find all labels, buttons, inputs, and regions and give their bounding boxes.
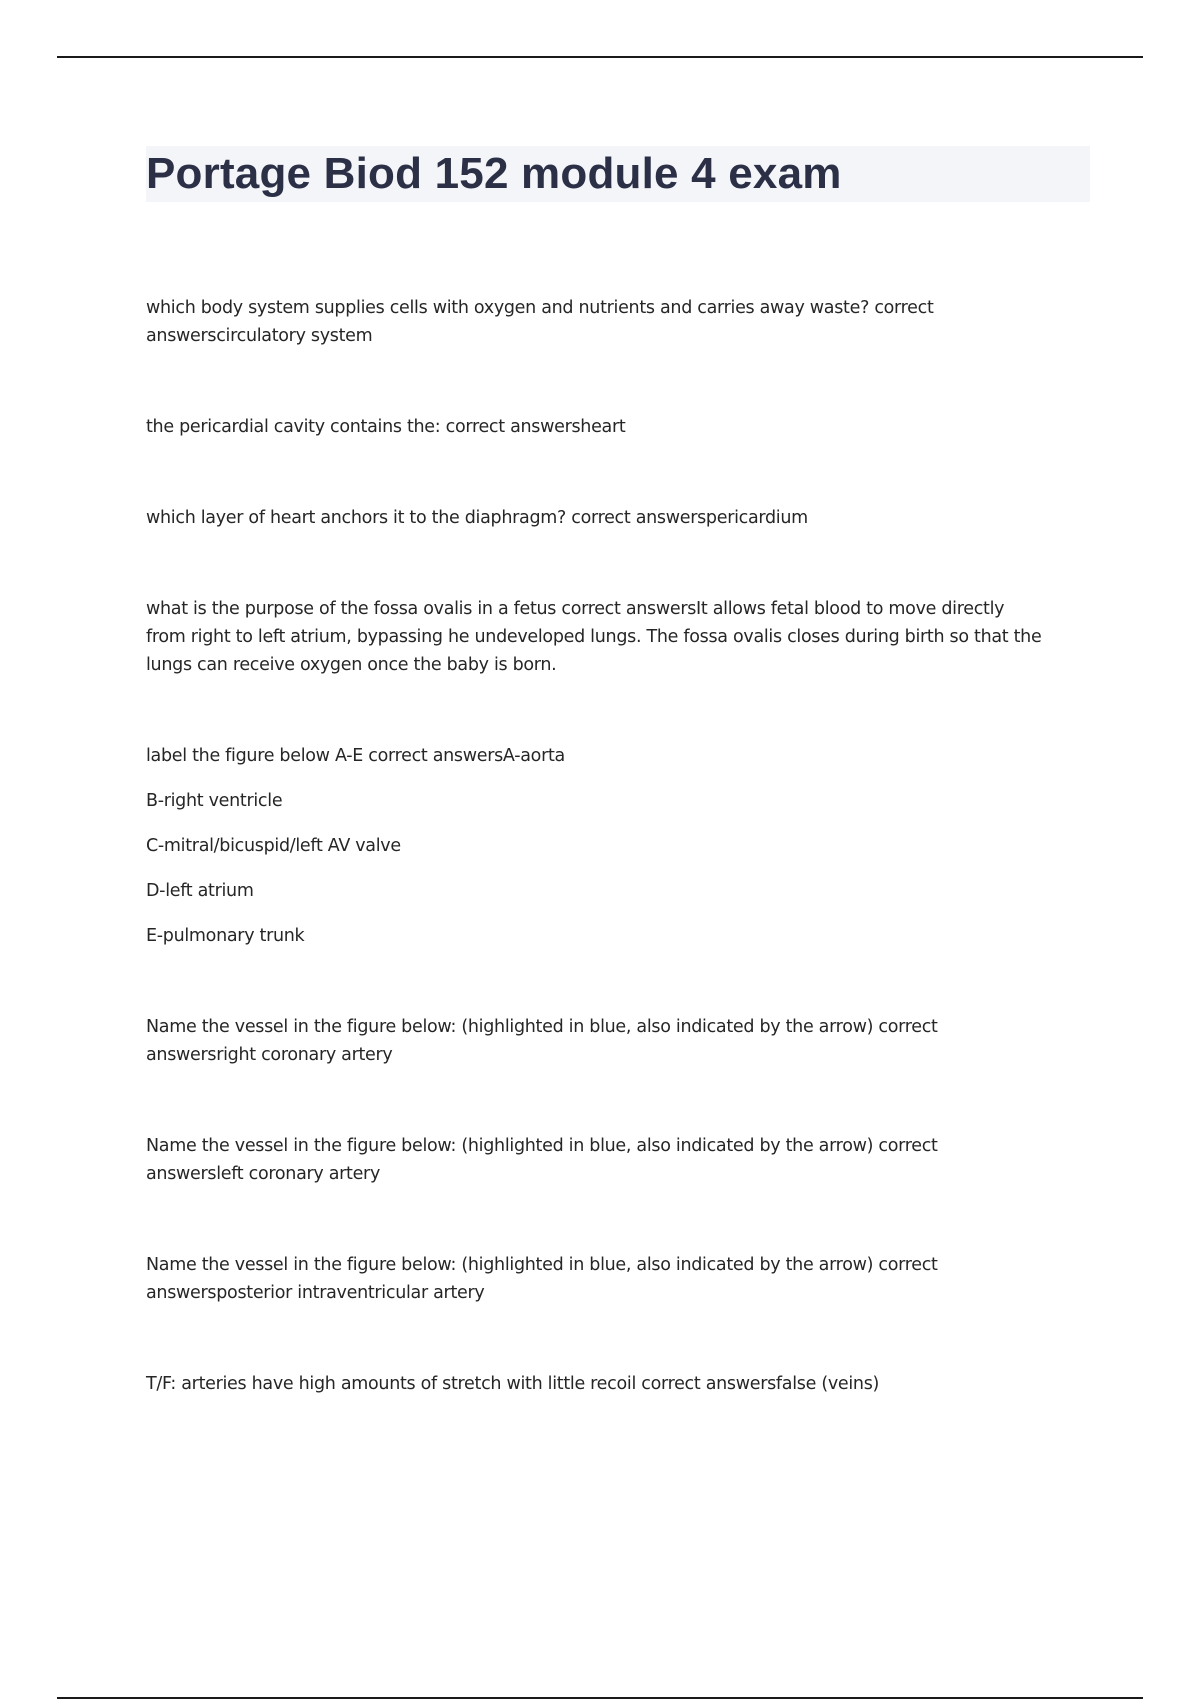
- qa-line: answersleft coronary artery: [146, 1164, 381, 1184]
- qa-line: T/F: arteries have high amounts of stretch with little recoil correct answersfalse (veins): [146, 1374, 880, 1394]
- qa-line: answerscirculatory system: [146, 326, 373, 346]
- qa-item-6: [146, 1013, 1090, 1069]
- qa-label-e: E-pulmonary trunk: [146, 926, 305, 946]
- qa-item-7: [146, 1132, 1090, 1188]
- qa-item-3: [146, 504, 1090, 532]
- qa-line: Name the vessel in the figure below: (highlighted in blue, also indicated by the arrow) correct: [146, 1255, 938, 1275]
- qa-line: answersposterior intraventricular artery: [146, 1283, 485, 1303]
- qa-label-b: B-right ventricle: [146, 791, 283, 811]
- qa-line: Name the vessel in the figure below: (highlighted in blue, also indicated by the arrow) correct: [146, 1136, 938, 1156]
- qa-line: the pericardial cavity contains the: correct answersheart: [146, 417, 626, 437]
- qa-line: what is the purpose of the fossa ovalis in a fetus correct answersIt allows fetal blood to move directly: [146, 599, 1005, 619]
- qa-line: which layer of heart anchors it to the diaphragm? correct answerspericardium: [146, 508, 808, 528]
- qa-line: lungs can receive oxygen once the baby is born.: [146, 655, 557, 675]
- qa-item-4: [146, 595, 1090, 679]
- qa-line: from right to left atrium, bypassing he undeveloped lungs. The fossa ovalis closes during birth so that the: [146, 627, 1042, 647]
- bottom-rule: [57, 1697, 1143, 1699]
- qa-label-d: D-left atrium: [146, 881, 254, 901]
- title-band: [146, 146, 1090, 202]
- qa-item-9: [146, 1370, 1090, 1398]
- qa-item-1: [146, 294, 1090, 350]
- top-rule: [57, 56, 1143, 58]
- qa-line: answersright coronary artery: [146, 1045, 393, 1065]
- qa-item-2: [146, 413, 1090, 441]
- qa-line: Name the vessel in the figure below: (highlighted in blue, also indicated by the arrow) correct: [146, 1017, 938, 1037]
- qa-item-5: [146, 742, 1090, 950]
- qa-line: label the figure below A-E correct answersA-aorta: [146, 746, 565, 766]
- qa-label-c: C-mitral/bicuspid/left AV valve: [146, 836, 401, 856]
- document-body: [146, 146, 1090, 1461]
- qa-line: which body system supplies cells with oxygen and nutrients and carries away waste? correct: [146, 298, 934, 318]
- qa-item-8: [146, 1251, 1090, 1307]
- page-title: Portage Biod 152 module 4 exam: [146, 149, 842, 198]
- qa-list: [146, 294, 1090, 1398]
